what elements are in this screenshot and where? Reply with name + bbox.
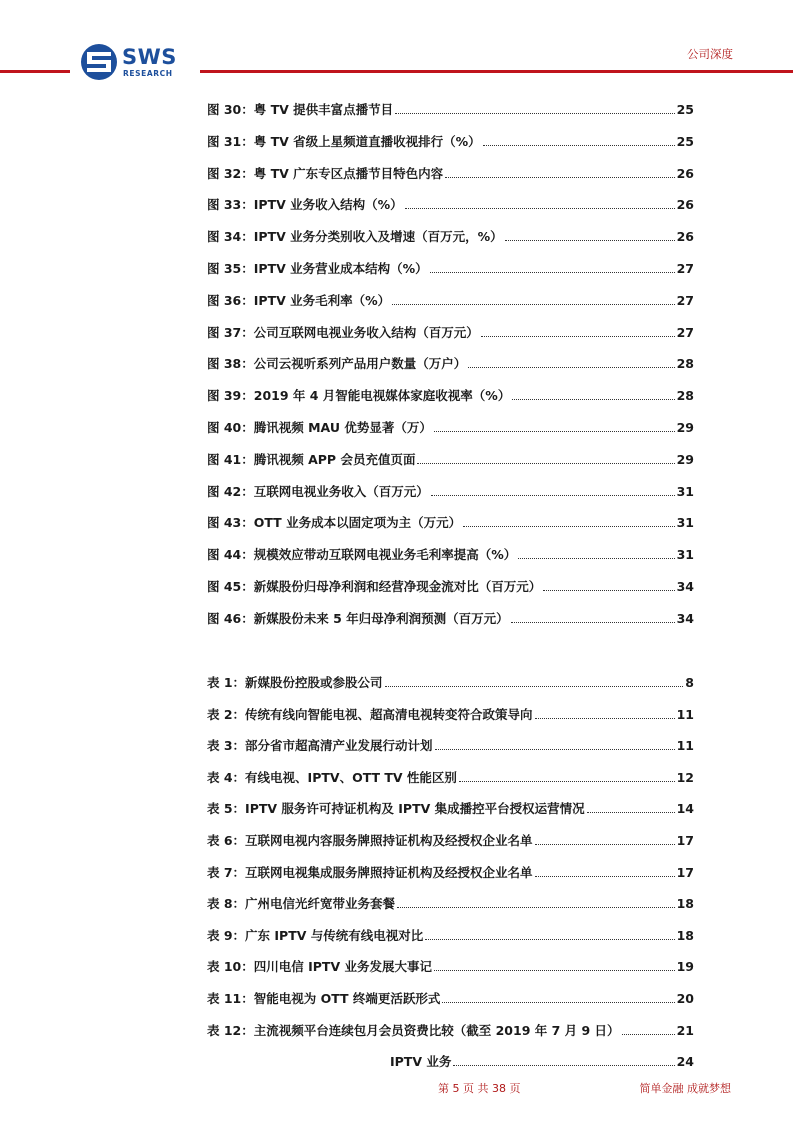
toc-entry-page: 28: [676, 388, 694, 404]
toc-entry-page: 26: [676, 229, 694, 245]
toc-entry-continuation[interactable]: [390, 1053, 694, 1071]
toc-leader-dots: [430, 272, 675, 273]
toc-entry-page: 18: [676, 896, 694, 912]
toc-entry-figure-15[interactable]: [207, 546, 694, 564]
toc-leader-dots: [587, 812, 675, 813]
toc-entry-table-4[interactable]: [207, 769, 694, 787]
toc-entry-page: 17: [676, 833, 694, 848]
toc-entry-page: 31: [676, 483, 694, 499]
toc-entry-page: 11: [676, 738, 694, 754]
toc-entry-label: 图 37：公司互联网电视业务收入结构（百万元）: [207, 324, 479, 340]
sws-logo-icon: [80, 43, 118, 81]
page-number: 第 5 页 共 38 页: [438, 1082, 521, 1095]
sws-logo: [80, 43, 190, 83]
toc-entry-page: 8: [685, 675, 694, 690]
toc-entry-label: 表 11：智能电视为 OTT 终端更活跃形式: [207, 991, 441, 1006]
toc-entry-figure-3[interactable]: [207, 165, 694, 183]
toc-entry-figure-7[interactable]: [207, 292, 694, 310]
toc-entry-label: 图 32：粤 TV 广东专区点播节目特色内容: [207, 165, 444, 181]
toc-entry-table-1[interactable]: [207, 674, 694, 692]
toc-entry-table-10[interactable]: [207, 958, 694, 976]
toc-entry-label: 图 33：IPTV 业务收入结构（%）: [207, 197, 403, 213]
toc-entry-label: 图 34：IPTV 业务分类别收入及增速（百万元，%）: [207, 229, 503, 245]
toc-leader-dots: [445, 177, 674, 178]
toc-entry-label: 表 6：互联网电视内容服务牌照持证机构及经授权企业名单: [207, 833, 533, 848]
toc-leader-dots: [481, 336, 675, 337]
toc-entry-label: 图 43：OTT 业务成本以固定项为主（万元）: [207, 515, 462, 531]
toc-leader-dots: [392, 304, 674, 305]
toc-entry-table-5[interactable]: [207, 800, 694, 818]
logo-subtext: RESEARCH: [123, 69, 173, 78]
toc-entry-label: 图 41：腾讯视频 APP 会员充值页面: [207, 451, 416, 467]
toc-entry-page: 18: [676, 927, 694, 943]
toc-leader-dots: [397, 907, 675, 908]
toc-entry-table-3[interactable]: [207, 737, 694, 755]
toc-leader-dots: [395, 113, 674, 114]
page-footer: [0, 1080, 793, 1100]
toc-entry-label: 图 45：新媒股份归母净利润和经营净现金流对比（百万元）: [207, 579, 542, 594]
toc-entry-label: 表 7：互联网电视集成服务牌照持证机构及经授权企业名单: [207, 864, 533, 880]
toc-leader-dots: [483, 145, 675, 146]
toc-leader-dots: [434, 431, 675, 432]
toc-entry-table-7[interactable]: [207, 864, 694, 882]
toc-entry-label: 表 3：部分省市超高清产业发展行动计划: [207, 738, 433, 754]
toc-leader-dots: [468, 367, 674, 368]
toc-entry-label: IPTV 业务: [390, 1054, 452, 1069]
report-type-label: 公司深度: [687, 47, 733, 61]
toc-entry-page: 19: [676, 959, 694, 975]
toc-leader-dots: [622, 1034, 675, 1035]
toc-leader-dots: [405, 208, 675, 209]
toc-entry-page: 27: [676, 324, 694, 340]
toc-entry-label: 图 38：公司云视听系列产品用户数量（万户）: [207, 356, 467, 372]
toc-leader-dots: [535, 844, 675, 845]
toc-entry-page: 11: [676, 706, 694, 722]
toc-leader-dots: [505, 240, 675, 241]
header-divider-left: [0, 70, 70, 73]
toc-entry-label: 图 36：IPTV 业务毛利率（%）: [207, 292, 391, 308]
toc-entry-label: 图 46：新媒股份未来 5 年归母净利润预测（百万元）: [207, 610, 509, 626]
toc-entry-page: 17: [676, 864, 694, 880]
toc-entry-figure-5[interactable]: [207, 228, 694, 246]
toc-entry-label: 图 40：腾讯视频 MAU 优势显著（万）: [207, 420, 432, 435]
toc-entry-figure-6[interactable]: [207, 260, 694, 278]
toc-leader-dots: [511, 622, 675, 623]
toc-entry-figure-12[interactable]: [207, 451, 694, 469]
toc-entry-page: 29: [676, 420, 694, 435]
toc-leader-dots: [434, 970, 675, 971]
toc-entry-figure-9[interactable]: [207, 355, 694, 373]
toc-leader-dots: [512, 399, 674, 400]
toc-entry-table-6[interactable]: [207, 832, 694, 850]
toc-leader-dots: [463, 526, 675, 527]
footer-slogan: 简单金融 成就梦想: [639, 1082, 731, 1095]
toc-leader-dots: [535, 876, 675, 877]
toc-leader-dots: [417, 463, 674, 464]
toc-entry-label: 图 31：粤 TV 省级上星频道直播收视排行（%）: [207, 133, 481, 149]
toc-entry-page: 26: [676, 197, 694, 213]
toc-entry-figure-11[interactable]: [207, 419, 694, 437]
toc-entry-page: 12: [676, 769, 694, 785]
toc-leader-dots: [431, 495, 675, 496]
toc-entry-page: 20: [676, 991, 694, 1006]
toc-leader-dots: [385, 686, 684, 687]
toc-leader-dots: [453, 1065, 674, 1066]
toc-entry-label: 表 12：主流视频平台连续包月会员资费比较（截至 2019 年 7 月 9 日）: [207, 1022, 620, 1038]
toc-entry-page: 34: [676, 610, 694, 626]
toc-leader-dots: [435, 749, 675, 750]
toc-leader-dots: [459, 781, 675, 782]
toc-entry-figure-2[interactable]: [207, 133, 694, 151]
toc-entry-page: 25: [676, 102, 694, 117]
toc-entry-table-8[interactable]: [207, 895, 694, 913]
logo-text: SWS: [122, 45, 177, 69]
toc-entry-label: 表 1：新媒股份控股或参股公司: [207, 675, 383, 690]
toc-entry-figure-1[interactable]: [207, 101, 694, 119]
toc-entry-label: 表 4：有线电视、IPTV、OTT TV 性能区别: [207, 769, 457, 785]
header-divider-right: [200, 70, 793, 73]
toc-entry-label: 图 42：互联网电视业务收入（百万元）: [207, 483, 429, 499]
toc-entry-label: 表 2：传统有线向智能电视、超高清电视转变符合政策导向: [207, 706, 533, 722]
toc-entry-page: 14: [676, 801, 694, 817]
toc-entry-page: 29: [676, 451, 694, 467]
toc-entry-label: 表 9：广东 IPTV 与传统有线电视对比: [207, 927, 424, 943]
toc-entry-page: 25: [676, 133, 694, 149]
toc-entry-label: 图 39：2019 年 4 月智能电视媒体家庭收视率（%）: [207, 388, 511, 404]
toc-entry-page: 26: [676, 165, 694, 181]
toc-entry-page: 31: [676, 547, 694, 563]
toc-leader-dots: [543, 590, 674, 591]
toc-entry-page: 27: [676, 292, 694, 308]
toc-entry-figure-8[interactable]: [207, 324, 694, 342]
toc-leader-dots: [535, 718, 675, 719]
toc-entry-table-12[interactable]: [207, 1022, 694, 1040]
toc-entry-figure-10[interactable]: [207, 387, 694, 405]
toc-entry-label: 图 30：粤 TV 提供丰富点播节目: [207, 102, 394, 117]
toc-entry-page: 27: [676, 261, 694, 276]
toc-entry-figure-4[interactable]: [207, 196, 694, 214]
toc-entry-table-9[interactable]: [207, 927, 694, 945]
toc-entry-table-2[interactable]: [207, 706, 694, 724]
toc-entry-label: 表 10：四川电信 IPTV 业务发展大事记: [207, 959, 432, 975]
toc-entry-label: 表 5：IPTV 服务许可持证机构及 IPTV 集成播控平台授权运营情况: [207, 801, 585, 817]
toc-leader-dots: [425, 939, 674, 940]
toc-entry-label: 表 8：广州电信光纤宽带业务套餐: [207, 896, 396, 912]
toc-entry-figure-13[interactable]: [207, 483, 694, 501]
toc-leader-dots: [442, 1002, 674, 1003]
page-header: [0, 0, 793, 90]
toc-entry-page: 34: [676, 579, 694, 594]
toc-entry-page: 31: [676, 515, 694, 531]
toc-entry-figure-14[interactable]: [207, 514, 694, 532]
toc-entry-figure-16[interactable]: [207, 578, 694, 596]
toc-entry-page: 28: [676, 356, 694, 372]
toc-leader-dots: [518, 558, 674, 559]
toc-entry-table-11[interactable]: [207, 990, 694, 1008]
toc-entry-page: 24: [676, 1054, 694, 1069]
toc-entry-figure-17[interactable]: [207, 610, 694, 628]
toc-entry-page: 21: [676, 1022, 694, 1038]
toc-entry-label: 图 44：规模效应带动互联网电视业务毛利率提高（%）: [207, 547, 517, 563]
toc-entry-label: 图 35：IPTV 业务营业成本结构（%）: [207, 261, 428, 276]
